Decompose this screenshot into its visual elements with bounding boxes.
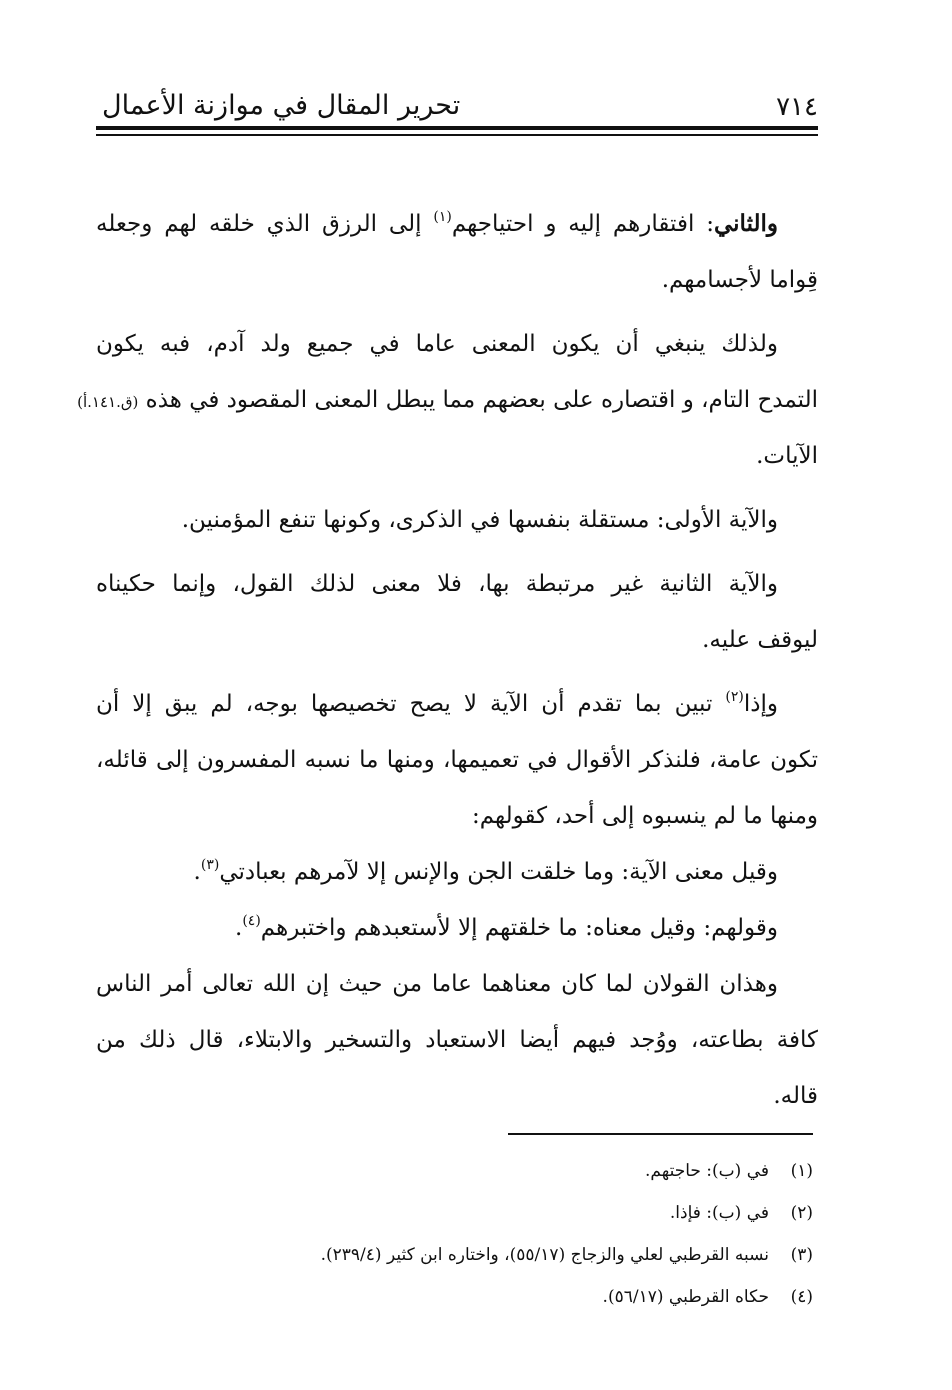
footnote-item [96,1276,813,1318]
text-span: وإذا [743,691,778,717]
running-title: تحرير المقال في موازنة الأعمال [102,90,461,121]
footnote-item [96,1192,813,1234]
page-header [96,88,818,144]
text-span: التمدح التام، و اقتصاره على بعضهم مما يبطل المعنى المقصود في هذه [145,387,818,413]
main-text [77,196,818,1124]
text-line: والآية الثانية غير مرتبطة بها، فلا معنى لذلك القول، وإنما حكيناه [96,571,778,597]
bold-lead: والثاني [713,210,779,237]
footnote-ref[interactable]: (٤) [242,913,261,929]
text-line: الآيات. [756,443,818,469]
text-span: إلى الرزق الذي خلقه لهم وجعله [96,211,434,237]
footnote-text: في (ب): حاجتهم. [645,1161,769,1181]
footnote-number: (١) [790,1161,813,1181]
text-line: والآية الأولى: مستقلة بنفسها في الذكرى، وكونها تنفع المؤمنين. [181,507,778,533]
footnote-number: (٣) [790,1245,813,1265]
text-line: قاله. [773,1083,818,1109]
footnote-ref[interactable]: (٣) [200,857,220,873]
text-line [96,196,818,252]
footnote-ref[interactable]: (١) [433,209,452,225]
text-line: تكون عامة، فلنذكر الأقوال في تعميمها، ومنها ما نسبه المفسرون إلى قائله، [96,747,818,773]
text-line: ليوقف عليه. [702,627,818,653]
text-span: : افتقارهم إليه و احتياجهم [451,211,714,237]
footnotes [96,1150,813,1318]
text-span: وقيل معنى الآية: وما خلقت الجن والإنس إلا لآمرهم بعبادتي [219,859,778,885]
text-span: . [193,859,201,885]
footnote-ref[interactable]: (٢) [725,689,744,705]
text-line [96,900,818,956]
text-span: تبين بما تقدم أن الآية لا يصح تخصيصها بوجه، لم يبق إلا أن [96,691,726,717]
text-line: ولذلك ينبغي أن يكون المعنى عاما في جميع ولد آدم، فبه يكون [96,331,778,357]
text-line: قِواما لأجسامهم. [661,267,818,293]
footnote-text: في (ب): فإذا. [669,1203,769,1223]
footnote-text: حكاه القرطبي (٥٦/١٧). [602,1287,769,1307]
text-line [77,372,818,428]
footnote-text: نسبه القرطبي لعلي والزجاج (٥٥/١٧)، واختاره ابن كثير (٢٣٩/٤). [320,1245,769,1265]
text-line [96,676,818,732]
text-line: وهذان القولان لما كان معناهما عاما من حيث إن الله تعالى أمر الناس [96,971,778,997]
header-rule-thick [96,126,818,130]
text-line [96,844,818,900]
text-span: . [235,915,243,941]
footnote-item [96,1234,813,1276]
footnote-number: (٤) [790,1287,813,1307]
text-line: كافة بطاعته، ووُجد فيهم أيضا الاستعباد والتسخير والابتلاء، قال ذلك من [96,1027,818,1053]
text-line: ومنها ما لم ينسبوه إلى أحد، كقولهم: [471,803,818,829]
manuscript-folio: (ق.١٤١.أ) [77,393,139,411]
text-span: وقولهم: وقيل معناه: ما خلقتهم إلا لأستعبدهم واختبرهم [260,915,778,941]
footnote-separator [508,1133,813,1135]
header-rule-thin [96,134,818,136]
page-number: ٧١٤ [776,92,818,122]
footnote-number: (٢) [790,1203,813,1223]
footnote-item [96,1150,813,1192]
